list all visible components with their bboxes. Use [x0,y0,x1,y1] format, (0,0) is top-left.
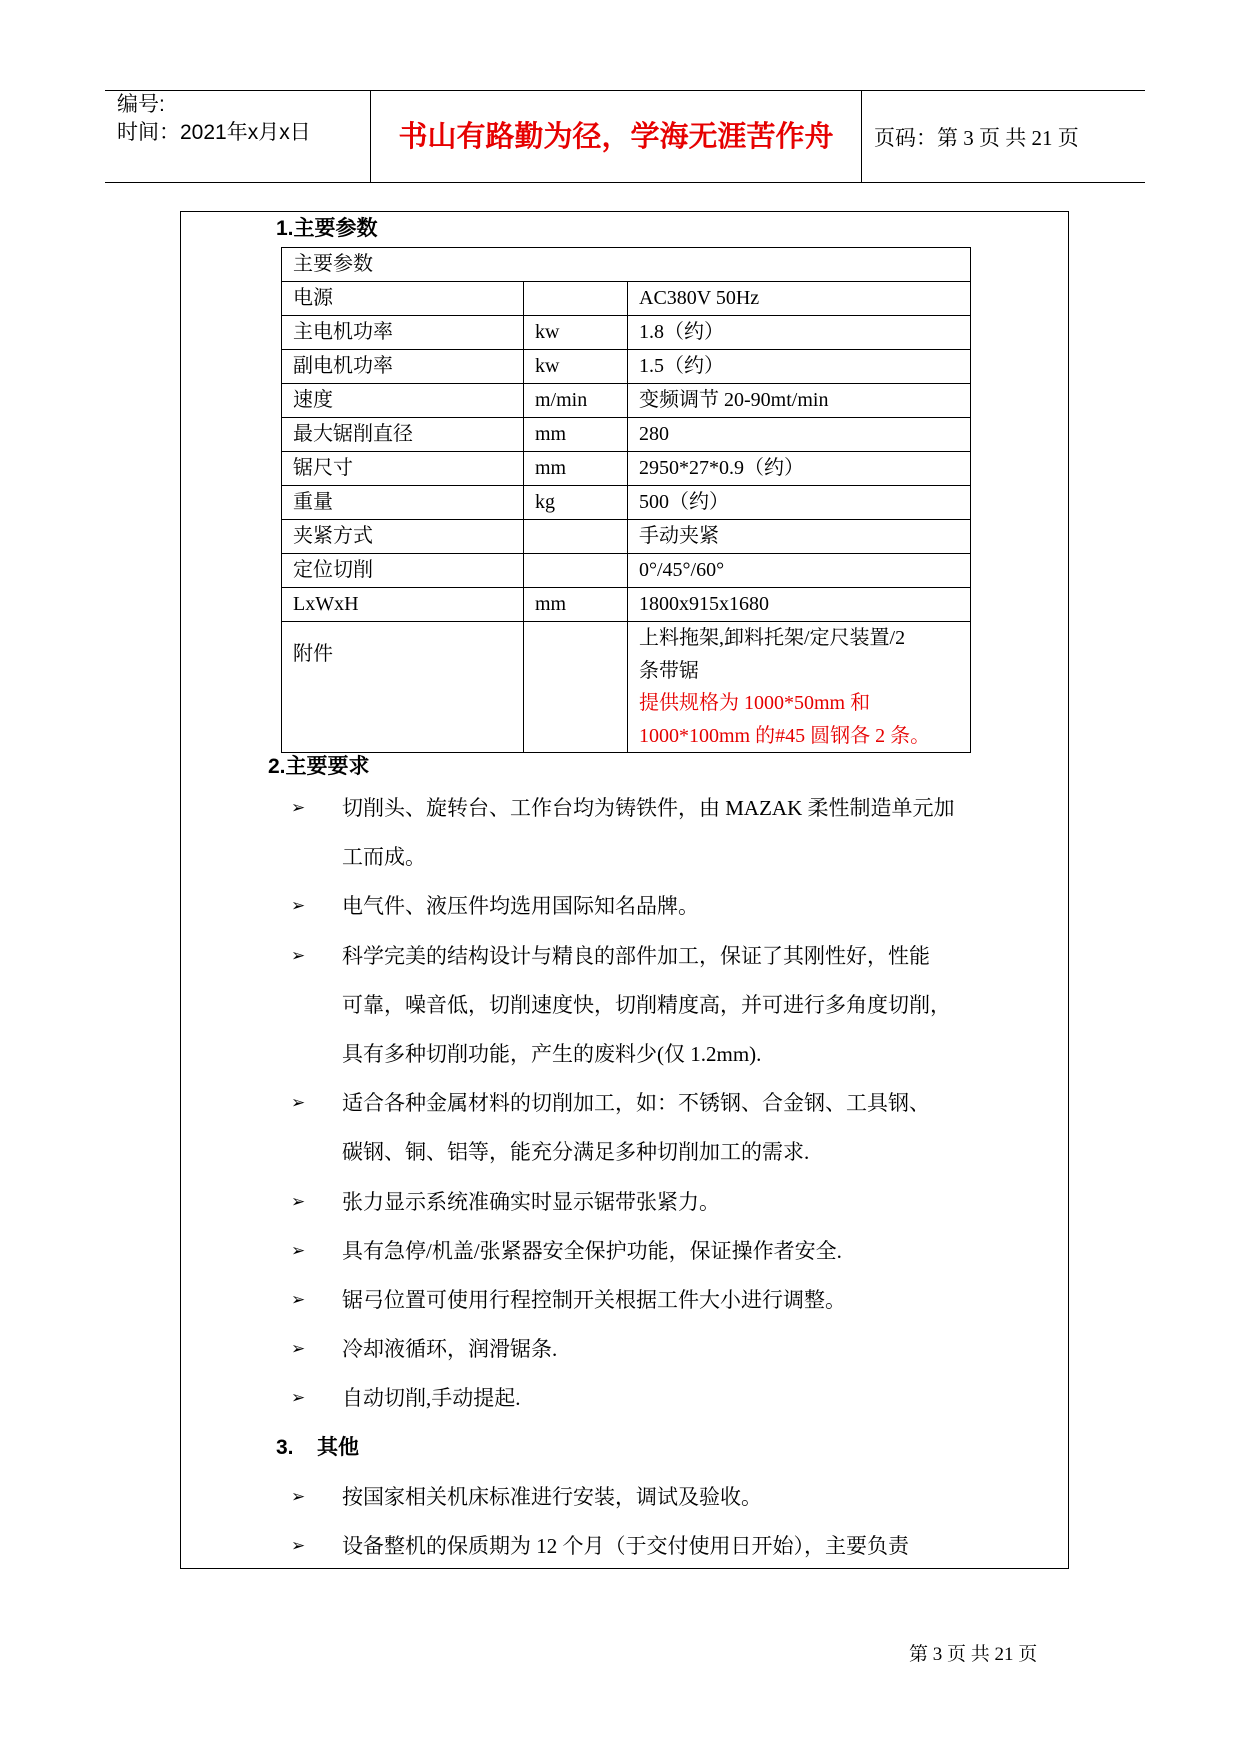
param-value [628,622,971,753]
list-line [0,1178,1241,1227]
list-line [0,981,1241,1030]
table-row [282,282,971,316]
table-row [282,588,971,622]
table-caption: 主要参数 [282,248,971,282]
requirements-list [0,784,1241,1571]
table-row [282,384,971,418]
table-row [282,316,971,350]
list-item [0,1325,1241,1374]
param-unit [524,554,628,588]
param-value: AC380V 50Hz [628,282,971,316]
list-item [0,784,1241,882]
header-page-indicator: 页码：第 3 页 共 21 页 [874,126,1079,150]
list-item-text: 冷却液循环，润滑锯条. [342,1337,558,1362]
document-time-label: 时间：2021年x月x日 [117,121,311,144]
list-line [0,1473,1241,1522]
section-1-title: 1.主要参数 [276,217,378,240]
list-line [0,1128,1241,1177]
arrow-bullet-icon [291,1325,305,1374]
param-value: 280 [628,418,971,452]
list-item-text: 锯弓位置可使用行程控制开关根据工件大小进行调整。 [342,1287,846,1312]
table-row [282,452,971,486]
arrow-bullet-icon [291,1276,305,1325]
list-item [0,1227,1241,1276]
arrow-bullet-icon [291,1522,305,1571]
list-item [0,1522,1241,1571]
list-item-text: 工而成。 [342,845,426,870]
param-unit [524,282,628,316]
param-unit [524,520,628,554]
param-unit: kg [524,486,628,520]
parameter-table [281,247,971,753]
arrow-bullet-icon [291,1227,305,1276]
list-item [0,882,1241,931]
list-item-text: 具有多种切削功能，产生的废料少(仅 1.2mm). [342,1041,762,1066]
list-item-text: 可靠，噪音低，切削速度快，切削精度高，并可进行多角度切削， [342,992,951,1017]
list-item [0,1276,1241,1325]
param-unit: mm [524,588,628,622]
list-line [0,1522,1241,1571]
accessory-note-line: 提供规格为 1000*50mm 和 [639,692,871,714]
param-name: 定位切削 [282,554,524,588]
param-value: 0°/45°/60° [628,554,971,588]
list-line [0,1374,1241,1423]
list-item-text: 碳钢、铜、铝等，能充分满足多种切削加工的需求. [342,1140,810,1165]
param-name: 速度 [282,384,524,418]
arrow-bullet-icon [291,882,305,931]
param-value: 1.8（约） [628,316,971,350]
param-name: 主电机功率 [282,316,524,350]
list-item-text: 自动切削,手动提起. [342,1386,521,1411]
list-line [0,1079,1241,1128]
param-unit: mm [524,418,628,452]
list-line [0,833,1241,882]
document-number-label: 编号: [117,93,165,116]
param-value: 500（约） [628,486,971,520]
table-row [282,520,971,554]
param-name: 重量 [282,486,524,520]
accessory-note-line: 1000*100mm 的#45 圆钢各 2 条。 [639,724,931,747]
arrow-bullet-icon [291,784,305,833]
list-line [0,1227,1241,1276]
list-item-text: 设备整机的保质期为 12 个月（于交付使用日开始），主要负责 [342,1533,909,1558]
arrow-bullet-icon [291,1374,305,1423]
param-value: 1800x915x1680 [628,588,971,622]
param-value: 变频调节 20-90mt/min [628,384,971,418]
param-unit: m/min [524,384,628,418]
table-row [282,418,971,452]
list-item-text: 具有急停/机盖/张紧器安全保护功能，保证操作者安全. [342,1238,842,1263]
list-line [0,932,1241,981]
param-value: 手动夹紧 [628,520,971,554]
header-motto: 书山有路勤为径，学海无涯苦作舟 [398,119,834,153]
footer-page-number: 第 3 页 共 21 页 [909,1644,1038,1665]
accessory-line: 上料拖架,卸料托架/定尺装置/2 [639,627,906,649]
param-name: LxWxH [282,588,524,622]
table-row [282,350,971,384]
arrow-bullet-icon [291,1473,305,1522]
param-unit [524,622,628,753]
list-item-text: 科学完美的结构设计与精良的部件加工，保证了其刚性好，性能 [342,943,930,968]
param-name: 最大锯削直径 [282,418,524,452]
param-value: 2950*27*0.9（约） [628,452,971,486]
list-item-text: 切削头、旋转台、工作台均为铸铁件，由 MAZAK 柔性制造单元加 [342,796,955,820]
param-name: 锯尺寸 [282,452,524,486]
param-name: 附件 [282,622,524,753]
header-divider-right [861,90,862,183]
list-item [0,1374,1241,1423]
arrow-bullet-icon [291,1178,305,1227]
list-line [0,882,1241,931]
param-unit: kw [524,350,628,384]
section-3-heading: 其他 [317,1436,359,1460]
table-row [282,486,971,520]
list-item-text: 按国家相关机床标准进行安装，调试及验收。 [342,1484,762,1509]
table-row-accessories [282,622,971,753]
list-item [0,932,1241,1080]
arrow-bullet-icon [291,932,305,981]
param-name: 夹紧方式 [282,520,524,554]
section-2-title: 2.主要要求 [268,755,370,778]
param-name: 副电机功率 [282,350,524,384]
param-name: 电源 [282,282,524,316]
arrow-bullet-icon [291,1079,305,1128]
list-item [0,1079,1241,1177]
param-value: 1.5（约） [628,350,971,384]
list-item-text: 适合各种金属材料的切削加工，如：不锈钢、合金钢、工具钢、 [342,1091,930,1116]
accessory-line: 条带锯 [639,659,699,682]
list-line [0,1325,1241,1374]
list-item-text: 电气件、液压件均选用国际知名品牌。 [342,894,699,919]
section-3-number: 3. [276,1436,294,1460]
table-header-row [282,248,971,282]
list-item [0,1473,1241,1522]
param-unit: kw [524,316,628,350]
table-row [282,554,971,588]
list-line [0,1030,1241,1079]
section-3-title [0,1423,1241,1472]
list-item [0,1178,1241,1227]
param-unit: mm [524,452,628,486]
list-item-text: 张力显示系统准确实时显示锯带张紧力。 [342,1189,720,1214]
list-line [0,1276,1241,1325]
list-line [0,784,1241,833]
